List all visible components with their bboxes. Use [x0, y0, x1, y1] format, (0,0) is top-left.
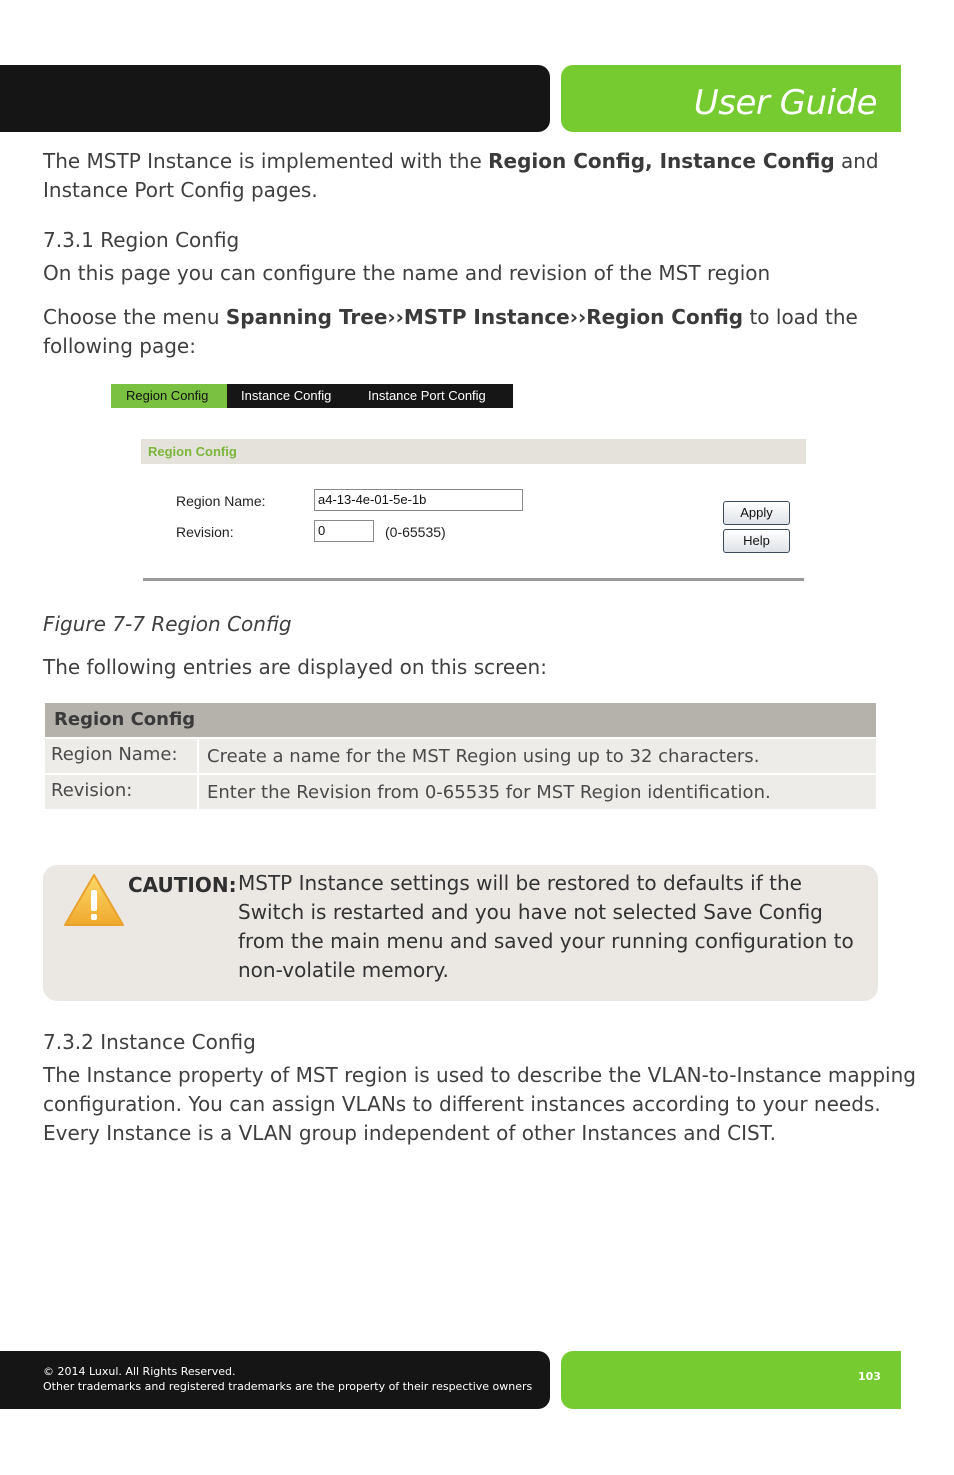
footer-bar	[0, 1351, 550, 1409]
caution-text	[238, 869, 858, 985]
menu-instruction-end: to load the	[743, 305, 858, 329]
table-header-title: Region Config	[54, 709, 196, 730]
help-button[interactable]: Help	[723, 529, 790, 553]
header-title-bar	[561, 65, 901, 132]
menu-instruction-line2: following page:	[43, 334, 196, 358]
intro-text-end: and	[834, 149, 879, 173]
revision-input[interactable]: 0	[314, 520, 374, 542]
trademarks-text: Other trademarks and registered trademarks are the property of their respective owners	[43, 1380, 533, 1393]
header-bar	[0, 65, 550, 132]
tab-region-config[interactable]: Region Config	[111, 384, 227, 408]
section-heading-region-config: 7.3.1 Region Config	[43, 228, 240, 252]
section-heading-instance-config: 7.3.2 Instance Config	[43, 1030, 256, 1054]
section-description: On this page you can configure the name and revision of the MST region	[43, 261, 771, 285]
footer-copyright	[43, 1364, 532, 1394]
region-name-input[interactable]: a4-13-4e-01-5e-1b	[314, 489, 523, 511]
page-title: User Guide	[693, 83, 877, 123]
tab-instance-config[interactable]: Instance Config	[241, 388, 332, 403]
table-cell-name: Revision:	[51, 780, 133, 801]
table-row-desc	[199, 775, 876, 809]
figure-panel-title: Region Config	[148, 444, 237, 459]
tab-instance-port-config[interactable]: Instance Port Config	[368, 388, 486, 403]
table-cell-desc: Create a name for the MST Region using up to 32 characters.	[207, 746, 760, 767]
menu-path: Spanning Tree››MSTP Instance››Region Config	[225, 305, 744, 329]
intro-paragraph	[43, 147, 879, 205]
revision-label: Revision:	[176, 524, 234, 540]
table-row-name	[45, 775, 197, 809]
table-header	[45, 703, 876, 737]
figure-divider	[143, 578, 804, 581]
figure-tab-bar	[111, 384, 513, 408]
region-name-label: Region Name:	[176, 493, 266, 509]
paragraph-line: The Instance property of MST region is used to describe the VLAN-to-Instance mapping	[43, 1063, 916, 1087]
warning-triangle-icon	[63, 873, 125, 927]
menu-instruction	[43, 303, 858, 361]
intro-line2: Instance Port Config pages.	[43, 178, 318, 202]
intro-bold-region-config: Region Config	[488, 149, 646, 173]
caution-line: MSTP Instance settings will be restored to defaults if the	[238, 871, 802, 895]
instance-config-paragraph	[43, 1061, 916, 1148]
table-row-name	[45, 739, 197, 773]
paragraph-line: Every Instance is a VLAN group independent of other Instances and CIST.	[43, 1121, 776, 1145]
table-row-desc	[199, 739, 876, 773]
caution-box	[43, 865, 878, 1001]
table-cell-desc: Enter the Revision from 0-65535 for MST Region identification.	[207, 782, 771, 803]
intro-separator: ,	[645, 149, 660, 173]
footer-page-bar	[561, 1351, 901, 1409]
paragraph-line: configuration. You can assign VLANs to different instances according to your needs.	[43, 1092, 881, 1116]
figure-panel-header	[141, 439, 806, 464]
intro-bold-instance-config: Instance Config	[659, 149, 835, 173]
entries-intro: The following entries are displayed on this screen:	[43, 655, 547, 679]
apply-button[interactable]: Apply	[723, 501, 790, 525]
page-number: 103	[858, 1370, 881, 1383]
table-cell-name: Region Name:	[51, 744, 178, 765]
intro-text: The MSTP Instance is implemented with the	[43, 149, 489, 173]
caution-line: non-volatile memory.	[238, 958, 449, 982]
caution-line: Switch is restarted and you have not selected Save Config	[238, 900, 823, 924]
menu-instruction-text: Choose the menu	[43, 305, 226, 329]
caution-label: CAUTION:	[128, 873, 237, 897]
caution-line: from the main menu and saved your running configuration to	[238, 929, 854, 953]
revision-range: (0-65535)	[385, 524, 446, 540]
figure-caption: Figure 7-7 Region Config	[43, 612, 292, 636]
copyright-text: © 2014 Luxul. All Rights Reserved.	[43, 1365, 236, 1378]
